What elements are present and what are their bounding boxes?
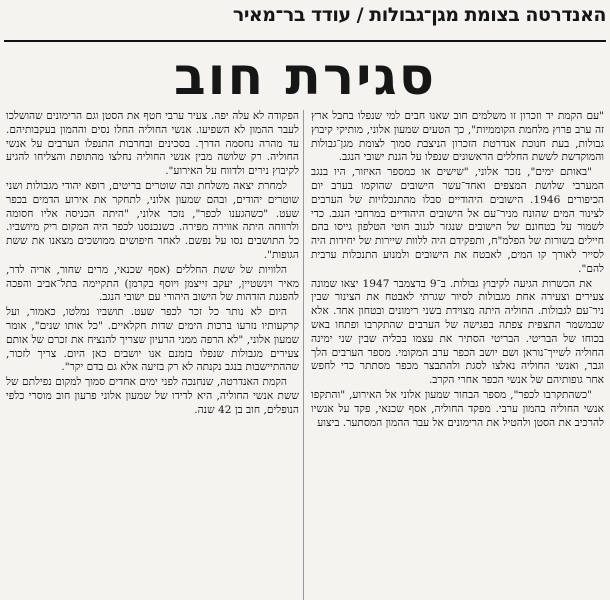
headline: סגירת חוב [173, 47, 437, 107]
paragraph: הפקודה לא עלה יפה. צעיר ערבי חטף את הסטן וגם הרימונים שהושלכו לעבר ההמון לא השפיעו. אנשי החוליה החלו נסים וההמון בעקבותיהם. עד מהרה נחסמה הדרך. בסכינים ובחרבות התנפלו הערבים על אנשי החוליה. רק שלושה מבין אנשי החוליה נחלצו מהתופת והצליחו להגיע לקיבוץ נירים ולדווח על האירוע". [6, 110, 299, 178]
paragraph: הקמת האנדרטה, שנחנכה לפני ימים אחדים סמוך למקום נפילתם של ששת אנשי החוליה, היא לדידו של שמעון אלוני פרעון חוב מוסרי כלפי הנופלים, חוב בן 42 שנה. [6, 376, 299, 416]
column-divider [303, 110, 304, 600]
right-column [311, 110, 604, 600]
paragraph: "עם הקמת יד וזכרון זו משלמים חוב שאנו חבים למי שנפלו בחבל ארץ זה ערב פרוץ מלחמת הקוממיות", כך הטעים שמעון אלוני, מותיקי קיבוץ גבולות, בעת חנוכת אנדרטת הזכרון הניצבת סמוך לצומת מגן־גבולות והמוקדשת לששת החללים הראשונים שנפלו על הגנת ישובי הנגב. [311, 110, 604, 164]
paragraph: הלוויות של ששת החללים (אסף שכנאי, מרים שחור, אריה לדר, מאיר וינשטיין, יעקב זייצמן ויוסף בקרמן) התקיימה בתל־אביב והפכה להפגנת הזדהות של הישוב היהודי עם ישובי הנגב. [6, 263, 299, 304]
paragraph: "באותם ימים", נזכר אלוני, "שישים או כמספר האיזור, היו בנגב המערבי שלושת המצפים ואחד־עשר הישובים שהוקמו בערב יום הכיפורים 1946. הישובים היהודיים סבלו מהתנכלויות של הערבים לצינור המים שהונח מניר־עם אל הישובים היהודיים במרחבי הנגב. כדי לשמור על בטחונם של הישובים שנגזר לגנוב חוטי הטלפון גייסו בהם חיילים בשורות של הפלמ"ח, ותפקידם היה ללוות שיירות של יחידות היה לסייר לאורך קו המים, לאבטח את הישובים ולמנוע התנכלות ערבית להם". [311, 166, 604, 275]
paragraph: למחרת יצאה משלחת ובה שוטרים בריטים, רופא יהודי מגבולות ושני שוטרים יהודים, ובהם שמעון אלוני, לתחקר את אירוע הדמים בכפר שעט. "כשהגענו לכפר", נזכר אלוני, "היתה הכניסה אליו חסומה ולרווחה היתה אווירה מפירה. כשנכנסנו לכפר היה המקום ריק מיושביו. כל התושבים נסו על נפשם. לאחר חיפושים ממושכים מצאנו את ששת הגופות". [6, 179, 299, 261]
paragraph: "כשהתקרבו לכפר", מספר הבחור שמעון אלוני אל האירוע, "והתקפו אנשי החוליה בהמון ערבי. מפקד החוליה, אסף שכנאי, פקד על אנשיו להרכיב את הסטן ולהטיל את הרימונים אל עבר ההמון המסתער. ביצוע [311, 388, 604, 429]
article-header [4, 4, 606, 42]
paragraph: את הכשרות הגיעה לקיבוץ גבולות. ב־9 בדצמבר 1947 יצאו שמונה צעירים וצעירה אחת מגבולות לסיור שגרתי לאבטח את הצינור שבין ניר־עם לגבולות. החוליה היתה מצוידת בשני רימונים ובטחון אחד. אלא שבמשמר התצפית צפתה בפגישה של הערבים שהתקרבו ופתחו באש בכוחו של הבריטי. הבריטי הסתיר את עצמו בכליה שבין שני ימינה החוליה לשייך־נוראן ושם יושב הכפר ערב המקומי. מספר הערבים הלך וגבר, ואנשי החוליה נאלצו לסגת ולהתבצר מכפר מסתתר כדי לחפש אחר גופותיהם של אנשי הכפר אחרי הקרב. [311, 277, 604, 387]
kicker-byline: האנדרטה בצומת מגן־גבולות / עודד בר־מאיר [232, 4, 606, 26]
paragraph: היום לא נותר כל זכר לכפר שעט. תושביו נמלטו, כאמור, ועל קרקעותיו נזרעו ברכות הימים שדות חקלאיים. "כל אותו שנים", אומר שמעון אלוני, "לא הרפה ממני הרעיון שצריך להנציח את זכרם של אותם צעירים מגבולות שנפלו בזמנם אנו יושבים כאן היום. צריך לזכור, שההתיישבות בנגב נקנתה לא רק בזיעה אלא גם בדם יקר". [6, 306, 299, 374]
left-column [6, 110, 299, 600]
article-body [6, 110, 604, 600]
